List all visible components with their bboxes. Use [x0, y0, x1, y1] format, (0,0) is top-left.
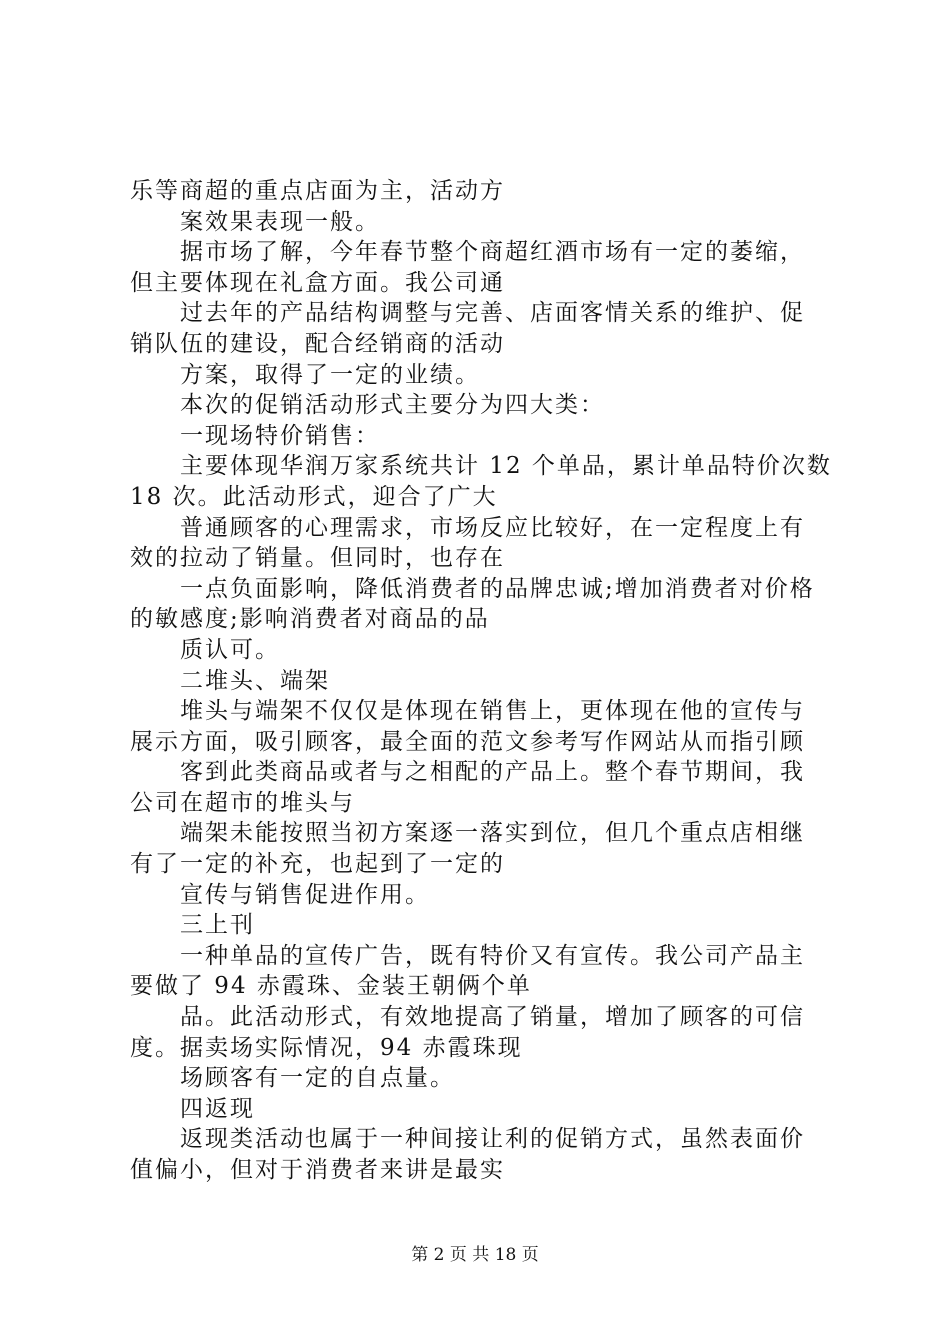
text-line: 客到此类商品或者与之相配的产品上。整个春节期间，我	[180, 759, 805, 786]
text-line: 度。据卖场实际情况，94 赤霞珠现	[130, 1034, 523, 1061]
text-line: 场顾客有一定的自点量。	[180, 1065, 455, 1092]
text-line: 主要体现华润万家系统共计 12 个单品，累计单品特价次数	[180, 453, 832, 480]
text-line: 效的拉动了销量。但同时，也存在	[130, 545, 505, 572]
text-line: 要做了 94 赤霞珠、金装王朝俩个单	[130, 973, 532, 1000]
text-line: 过去年的产品结构调整与完善、店面客情关系的维护、促	[180, 300, 805, 327]
text-line: 四返现	[180, 1095, 255, 1122]
body-text	[130, 176, 840, 1186]
text-line: 一现场特价销售：	[180, 422, 380, 449]
text-line: 一点负面影响，降低消费者的品牌忠诚;增加消费者对价格	[180, 575, 815, 602]
text-line: 案效果表现一般。	[180, 208, 380, 235]
text-line: 的敏感度;影响消费者对商品的品	[130, 606, 490, 633]
text-line: 展示方面，吸引顾客，最全面的范文参考写作网站从而指引顾	[130, 728, 805, 755]
text-line: 二堆头、端架	[180, 667, 330, 694]
text-line: 端架未能按照当初方案逐一落实到位，但几个重点店相继	[180, 820, 805, 847]
text-line: 18 次。此活动形式，迎合了广大	[130, 483, 498, 510]
text-line: 乐等商超的重点店面为主，活动方	[130, 178, 505, 204]
page-footer: 第 2 页 共 18 页	[411, 1245, 539, 1265]
text-line: 有了一定的补充，也起到了一定的	[130, 851, 505, 878]
text-line: 一种单品的宣传广告，既有特价又有宣传。我公司产品主	[180, 942, 805, 969]
text-line: 销队伍的建设，配合经销商的活动	[130, 330, 505, 357]
text-line: 质认可。	[180, 636, 280, 663]
text-line: 据市场了解，今年春节整个商超红酒市场有一定的萎缩，	[180, 239, 805, 266]
text-line: 堆头与端架不仅仅是体现在销售上，更体现在他的宣传与	[180, 698, 805, 725]
text-line: 返现类活动也属于一种间接让利的促销方式，虽然表面价	[180, 1126, 805, 1153]
text-line: 宣传与销售促进作用。	[180, 881, 430, 908]
text-line: 公司在超市的堆头与	[130, 789, 355, 816]
text-line: 值偏小，但对于消费者来讲是最实	[130, 1157, 505, 1183]
text-line: 品。此活动形式，有效地提高了销量，增加了顾客的可信	[180, 1004, 805, 1031]
text-line: 三上刊	[180, 912, 255, 939]
text-line: 方案，取得了一定的业绩。	[180, 361, 480, 388]
text-line: 但主要体现在礼盒方面。我公司通	[130, 269, 505, 296]
text-line: 普通顾客的心理需求，市场反应比较好，在一定程度上有	[180, 514, 805, 541]
text-line: 本次的促销活动形式主要分为四大类：	[180, 392, 605, 419]
